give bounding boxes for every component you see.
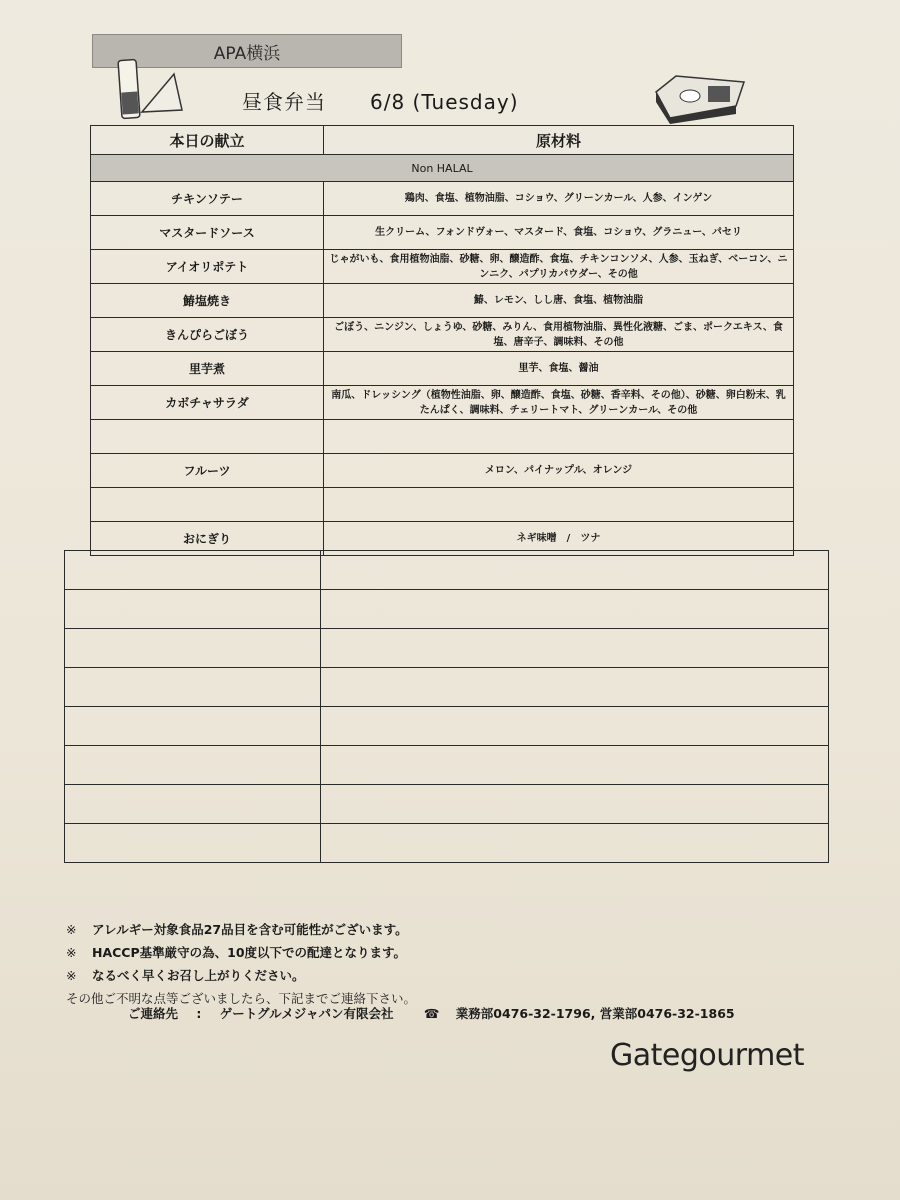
- blank-row: [65, 746, 829, 785]
- contact-label: ご連絡先: [128, 1006, 179, 1021]
- contact-phones: 業務部0476-32-1796, 営業部0476-32-1865: [455, 1006, 735, 1021]
- blank-cell: [65, 824, 321, 863]
- table-row: [91, 386, 794, 420]
- dish-name: おにぎり: [91, 522, 324, 556]
- dish-name: アイオリポテト: [91, 250, 324, 284]
- dish-ingredients: ごぼう、ニンジン、しょうゆ、砂糖、みりん、食用植物油脂、異性化液糖、ごま、ポークエキス、食塩、唐辛子、調味料、その他: [324, 318, 794, 352]
- note-mark: ※: [66, 968, 77, 983]
- bento-box-illustration: [650, 72, 750, 126]
- blank-cell: [321, 824, 829, 863]
- title-label: 昼食弁当: [242, 90, 326, 114]
- contact-company: ゲートグルメジャパン有限会社: [219, 1006, 394, 1021]
- note-line: ※ HACCP基準厳守の為、10度以下での配達となります。: [66, 941, 416, 964]
- note-line: ※ アレルギー対象食品27品目を含む可能性がございます。: [66, 918, 416, 941]
- table-row: [91, 352, 794, 386]
- blank-cell: [321, 668, 829, 707]
- blank-row: [65, 629, 829, 668]
- dish-ingredients: 鶏肉、食塩、植物油脂、コショウ、グリーンカール、人参、インゲン: [324, 182, 794, 216]
- dish-ingredients: 里芋、食塩、醤油: [324, 352, 794, 386]
- blank-cell: [321, 785, 829, 824]
- blank-row: [65, 707, 829, 746]
- blank-rows-table: [64, 550, 829, 863]
- menu-table: [90, 125, 794, 556]
- gategourmet-logo: Gategourmet: [610, 1038, 805, 1073]
- dish-name: きんぴらごぼう: [91, 318, 324, 352]
- blank-row: [65, 668, 829, 707]
- table-row: [91, 250, 794, 284]
- dish-name: チキンソテー: [91, 182, 324, 216]
- dish-name: マスタードソース: [91, 216, 324, 250]
- title-date: 6/8 (Tuesday): [370, 90, 519, 114]
- dish-ingredients: メロン、パイナップル、オレンジ: [324, 454, 794, 488]
- blank-cell: [65, 785, 321, 824]
- blank-row: [65, 785, 829, 824]
- table-row: [91, 488, 794, 522]
- table-row: [91, 420, 794, 454]
- dish-name: フルーツ: [91, 454, 324, 488]
- blank-cell: [65, 551, 321, 590]
- onigiri-illustration: [112, 52, 192, 122]
- contact-line: [128, 1004, 749, 1022]
- dish-name: [91, 488, 324, 522]
- section-non-halal: Non HALAL: [91, 155, 794, 182]
- dish-ingredients: ネギ味噌 / ツナ: [324, 522, 794, 556]
- blank-cell: [65, 746, 321, 785]
- contact-separator: :: [196, 1006, 202, 1021]
- table-row: [91, 284, 794, 318]
- dish-ingredients: 南瓜、ドレッシング（植物性油脂、卵、醸造酢、食塩、砂糖、香辛料、その他）、砂糖、卵白粉末、乳たんぱく、調味料、チェリートマト、グリーンカール、その他: [324, 386, 794, 420]
- blank-row: [65, 590, 829, 629]
- blank-cell: [321, 551, 829, 590]
- note-mark: ※: [66, 922, 77, 937]
- header-dish: 本日の献立: [91, 126, 324, 155]
- dish-name: [91, 420, 324, 454]
- table-row: [91, 318, 794, 352]
- blank-cell: [65, 590, 321, 629]
- blank-cell: [65, 629, 321, 668]
- phone-icon: ☎: [423, 1006, 440, 1021]
- blank-cell: [65, 707, 321, 746]
- dish-ingredients: じゃがいも、食用植物油脂、砂糖、卵、醸造酢、食塩、チキンコンソメ、人参、玉ねぎ、ベーコン、ニンニク、パプリカパウダー、その他: [324, 250, 794, 284]
- blank-cell: [321, 707, 829, 746]
- blank-row: [65, 551, 829, 590]
- page-title: [242, 86, 519, 115]
- blank-cell: [321, 590, 829, 629]
- note-line: ※ なるべく早くお召し上がりください。: [66, 964, 416, 987]
- blank-cell: [321, 746, 829, 785]
- dish-ingredients: [324, 420, 794, 454]
- header-ingredients: 原材料: [324, 126, 794, 155]
- blank-cell: [321, 629, 829, 668]
- dish-ingredients: 鰆、レモン、しし唐、食塩、植物油脂: [324, 284, 794, 318]
- notes-section: [66, 918, 416, 1010]
- dish-ingredients: [324, 488, 794, 522]
- blank-row: [65, 824, 829, 863]
- dish-name: カボチャサラダ: [91, 386, 324, 420]
- dish-name: 鰆塩焼き: [91, 284, 324, 318]
- location-header: APA横浜: [92, 34, 402, 68]
- table-row: [91, 182, 794, 216]
- table-row: [91, 454, 794, 488]
- table-row: [91, 216, 794, 250]
- dish-ingredients: 生クリーム、フォンドヴォー、マスタード、食塩、コショウ、グラニュー、パセリ: [324, 216, 794, 250]
- dish-name: 里芋煮: [91, 352, 324, 386]
- note-mark: ※: [66, 945, 77, 960]
- blank-cell: [65, 668, 321, 707]
- inquiry-line: その他ご不明な点等ございましたら、下記までご連絡下さい。: [66, 991, 417, 1006]
